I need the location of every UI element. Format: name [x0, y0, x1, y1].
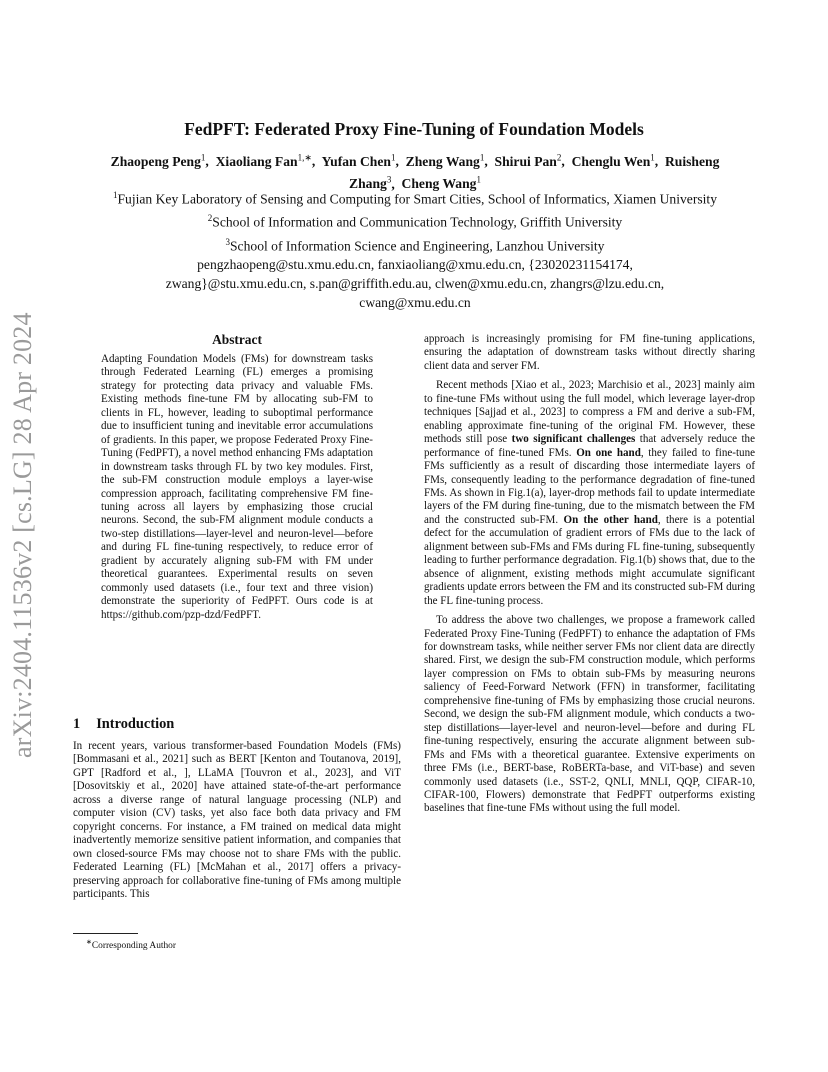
email-line: zwang}@stu.xmu.edu.cn, s.pan@griffith.edu.au, clwen@xmu.edu.cn, zhangrs@lzu.edu.cn,	[165, 275, 665, 291]
footnote-rule	[73, 933, 138, 934]
paper-title: FedPFT: Federated Proxy Fine-Tuning of Foundation Models	[184, 119, 644, 139]
affiliations	[75, 186, 755, 312]
author: Chenglu Wen$^1$	[571, 152, 655, 169]
email-line: cwang@xmu.edu.cn	[359, 294, 471, 310]
author: Ruisheng Zhang$^3$	[349, 153, 720, 192]
section-number: 1	[73, 716, 81, 732]
paragraph: approach is increasingly promising for FM fine-tuning applications, ensuring the adaptation of downstream tasks without directly sharing client data and server FM.	[424, 333, 755, 372]
author: Zhaopeng Peng$^1$	[110, 152, 206, 169]
affiliation: $^2$School of Information and Communication Technology, Griffith University	[207, 213, 623, 230]
arxiv-stamp: arXiv:2404.11536v2 [cs.LG] 28 Apr 2024	[8, 312, 37, 758]
section-heading	[73, 716, 190, 733]
right-column	[424, 333, 755, 816]
affiliation: $^3$School of Information Science and Engineering, Lanzhou University	[225, 236, 605, 254]
author: Zheng Wang$^1$	[405, 152, 485, 169]
paragraph: Recent methods [Xiao et al., 2023; Marchisio et al., 2023] mainly aim to fine-tune FMs without using the full model, which leverage layer-drop techniques [Sajjad et al., 2023] to compress a FM and derive a sub-FM, enabling approximate fine-tuning of the original FM. However, these methods still pose two significant challenges that adversely reduce the performance of fine-tuned FMs. On one hand, they failed to fine-tune FMs sufficiently as a result of discarding those intermediate layers of FMs, consequently leading to the performance degradation of fine-tuned FMs. As shown in Fig.1(a), layer-drop methods fail to update intermediate layers of the FM during fine-tuning, due to the mismatch between the FM and the constructed sub-FM. On the other hand, there is a potential defect for the accumulation of gradient errors of FMs due to the lack of alignment between sub-FMs and FMs during FL fine-tuning, subsequently leading to further performance degradation. Fig.1(b) shows that, due to the absence of alignment, existing methods might accumulate significant gradients update errors between the FM and its constructed sub-FM during the FL fine-tuning process.	[424, 379, 755, 607]
paragraph: To address the above two challenges, we propose a framework called Federated Proxy Fine-Tuning (FedPFT) to enhance the adaptation of FMs for downstream tasks, while neither server FMs nor client data are directly shared. First, we design the sub-FM construction module, which performs layer compression on FMs to obtain sub-FMs by measuring neurons saliency of Feed-Forward Network (FFN) in transformer, facilitating comprehensive fine-tuning of FMs by emphasizing those crucial neurons. Second, we design the sub-FM alignment module, which conducts a two-step distillations—layer-level and neuron-level—before and during FL fine-tuning respectively, ensuring the accurate alignment between sub-FMs and FMs with a theoretical guarantee. Extensive experiments on three FMs (i.e., BERT-base, RoBERTa-base, and ViT-base) and seven commonly used datasets (i.e., SST-2, QNLI, MNLI, QQP, CIFAR-10, CIFAR-100, Flowers) demonstrate that FedPFT outperforms existing baselines that fine-tune FMs without using the full model.	[424, 614, 755, 815]
author: Xiaoliang Fan$^{1,∗}$	[215, 152, 312, 169]
author: Shirui Pan$^2$	[494, 152, 562, 169]
footnote: ∗Corresponding Author	[86, 938, 176, 952]
abstract-heading: Abstract	[212, 332, 262, 347]
section-title: Introduction	[96, 716, 175, 732]
intro-paragraph: In recent years, various transformer-based Foundation Models (FMs) [Bommasani et al., 2021] such as BERT [Kenton and Toutanova, 2019], GPT [Radford et al., ], LLaMA [Touvron et al., 2023], and ViT [Dosovitskiy et al., 2020] have attained state-of-the-art performance across a diverse range of natural language processing (NLP) and computer vision (CV) tasks, yet also face both data privacy and FM copyright concerns. For instance, a FM trained on medical data might inadvertently memorize sensitive patient information, and companies that own closed-source FMs may choose not to share FMs with the public. Federated Learning (FL) [McMahan et al., 2017] offers a privacy-preserving approach for collaborative fine-tuning of FMs among multiple participants. This	[73, 740, 401, 900]
author: Cheng Wang$^1$	[401, 174, 481, 192]
author-list: Zhaopeng Peng$^1$, Xiaoliang Fan$^{1,∗}$, Yufan Chen$^1$, Zheng Wang$^1$, Shirui Pan$^2$, Chenglu Wen$^1$, Ruisheng Zhang$^3$, Cheng Wang$^1$	[110, 152, 720, 192]
email-line: pengzhaopeng@stu.xmu.edu.cn, fanxiaoliang@xmu.edu.cn, {23020231154174,	[197, 256, 633, 272]
author: Yufan Chen$^1$	[321, 152, 396, 169]
affiliation: $^1$Fujian Key Laboratory of Sensing and Computing for Smart Cities, School of Informatics, Xiamen University	[112, 190, 718, 207]
abstract-text: Adapting Foundation Models (FMs) for downstream tasks through Federated Learning (FL) emerges a promising strategy for protecting data privacy and valuable FMs. Existing methods fine-tune FM by allocating sub-FM to clients in FL, however, leading to suboptimal performance due to insufficient tuning and inevitable error accumulations of gradients. In this paper, we propose Federated Proxy Fine-Tuning (FedPFT), a novel method enhancing FMs adaptation in downstream tasks through FL by two key modules. First, the sub-FM construction module employs a layer-wise compression approach, facilitating comprehensive FM fine-tuning across all layers by emphasizing those crucial neurons. Second, the sub-FM alignment module conducts a two-step distillations—layer-level and neuron-level—before and during FL fine-tuning respectively, to reduce error of gradient by accurately aligning sub-FM with FM under theoretical guarantees. Experimental results on seven commonly used datasets (i.e., four text and three vision) demonstrate the superiority of FedPFT. Ours code is at https://github.com/pzp-dzd/FedPFT.	[101, 353, 373, 621]
